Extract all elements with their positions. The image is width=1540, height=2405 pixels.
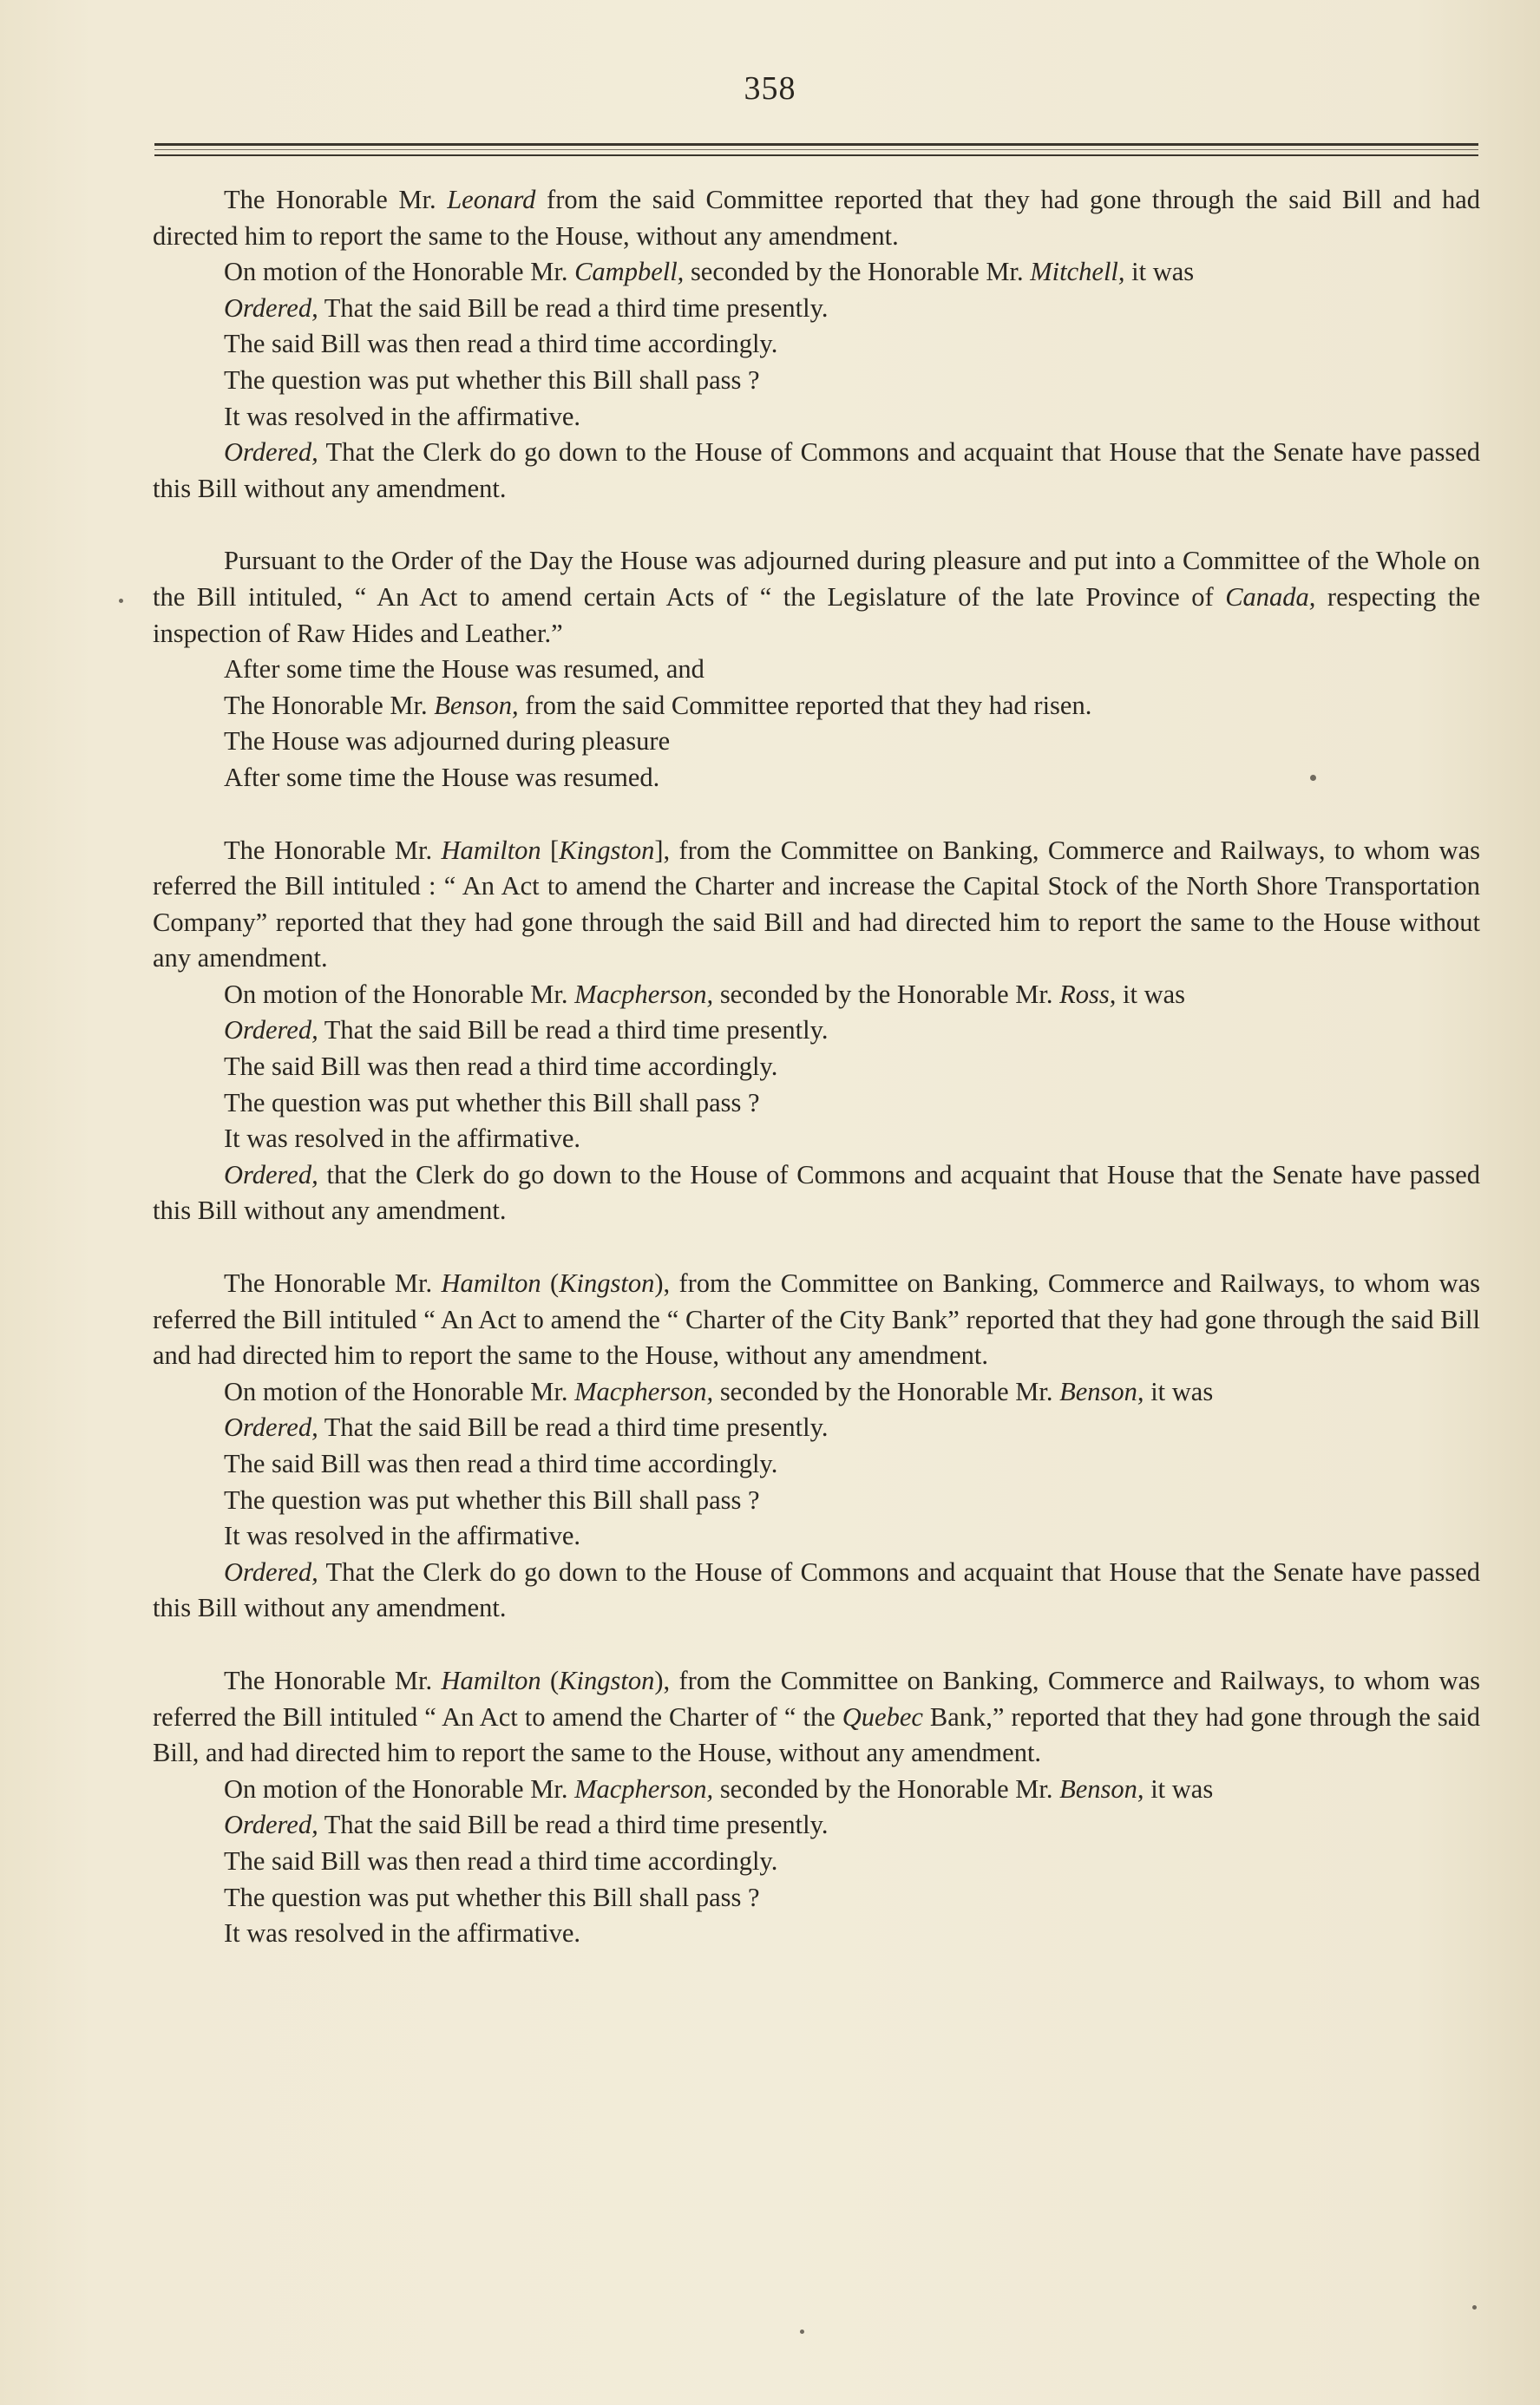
place-name: Canada, <box>1225 581 1316 612</box>
ordered-line: Ordered, That the said Bill be read a third time presently. <box>224 1412 829 1443</box>
mover-name: Macpherson, <box>574 979 714 1009</box>
motion-paragraph: On motion of the Honorable Mr. Campbell, seconded by the Honorable Mr. Mitchell, it was <box>224 257 1195 287</box>
proceeding-line: The said Bill was then read a third time accordingly. <box>224 1052 778 1082</box>
proceeding-line: It was resolved in the affirmative. <box>224 1124 581 1154</box>
proceeding-line: The question was put whether this Bill shall pass ? <box>224 1882 760 1912</box>
proceeding-line: The said Bill was then read a third time accordingly. <box>224 329 778 359</box>
mover-name: Macpherson, <box>574 1773 714 1804</box>
proceeding-line: The question was put whether this Bill shall pass ? <box>224 1087 760 1117</box>
proceeding-line: The question was put whether this Bill shall pass ? <box>224 1484 760 1515</box>
ordered-paragraph: Ordered, that the Clerk do go down to the House of Commons and acquaint that House that the Senate have passed this Bill without any amendment. <box>153 1159 1480 1226</box>
motion-paragraph: On motion of the Honorable Mr. Macpherson, seconded by the Honorable Mr. Benson, it was <box>224 1376 1214 1406</box>
ordered-line: Ordered, That the said Bill be read a third time presently. <box>224 1015 829 1045</box>
header-rule <box>154 143 1478 146</box>
member-name: Benson, <box>434 690 519 720</box>
print-speck <box>119 599 123 603</box>
proceeding-line: The House was adjourned during pleasure <box>224 726 671 757</box>
ordered-paragraph: Ordered, That the Clerk do go down to the House of Commons and acquaint that House that the Senate have passed this Bill without any amendment. <box>153 437 1480 503</box>
proceeding-line: It was resolved in the affirmative. <box>224 1918 581 1949</box>
proceeding-line: The Honorable Mr. Benson, from the said Committee reported that they had risen. <box>224 690 1092 720</box>
constituency-name: Kingston <box>559 1268 655 1299</box>
proceedings-lines <box>153 652 1480 796</box>
page-body <box>153 182 1480 1952</box>
proceeding-line: After some time the House was resumed. <box>224 762 660 792</box>
member-name: Hamilton <box>441 1268 541 1299</box>
ordered-line: Ordered, That the said Bill be read a third time presently. <box>224 292 829 323</box>
header-rule-thin <box>154 149 1478 150</box>
section-report-city-bank <box>153 1266 1480 1627</box>
seconder-name: Mitchell, <box>1030 257 1125 287</box>
constituency-name: Kingston <box>559 1665 655 1695</box>
report-paragraph: The Honorable Mr. Hamilton (Kingston), from the Committee on Banking, Commerce and Railways, to whom was referred the Bill intituled “ An Act to amend the Charter of “ the Quebec Bank,” reported that they had gone through the said Bill, and had directed him to report the same to the House, without any amendment. <box>153 1665 1481 1768</box>
proceeding-line: The said Bill was then read a third time accordingly. <box>224 1845 778 1876</box>
proceeding-line: After some time the House was resumed, and <box>224 654 704 685</box>
motion-paragraph: On motion of the Honorable Mr. Macpherson, seconded by the Honorable Mr. Benson, it was <box>224 1773 1214 1804</box>
ordered-line: Ordered, That the said Bill be read a third time presently. <box>224 1810 829 1840</box>
header-rule-lower <box>154 154 1478 156</box>
section-committee-whole <box>153 543 1480 796</box>
proceeding-line: It was resolved in the affirmative. <box>224 401 581 431</box>
section-report-north-shore <box>153 833 1480 1230</box>
member-name: Hamilton <box>441 1665 541 1695</box>
proceeding-line: The question was put whether this Bill shall pass ? <box>224 364 760 395</box>
member-name: Leonard <box>447 185 536 214</box>
constituency-name: Kingston <box>559 835 655 865</box>
mover-name: Campbell, <box>574 257 685 287</box>
report-paragraph: The Honorable Mr. Hamilton (Kingston), from the Committee on Banking, Commerce and Railways, to whom was referred the Bill intituled “ An Act to amend the “ Charter of the City Bank” reported that they had gone through the said Bill and had directed him to report the same to the House, without any amendment. <box>153 1268 1480 1371</box>
order-of-day-paragraph: Pursuant to the Order of the Day the House was adjourned during pleasure and put into a Committee of the Whole on the Bill intituled, “ An Act to amend certain Acts of “ the Legislature of the late Province of Canada, respecting the inspection of Raw Hides and Leather.” <box>153 546 1480 648</box>
mover-name: Macpherson, <box>574 1376 714 1406</box>
member-name: Hamilton <box>441 835 541 865</box>
section-report-leonard <box>153 182 1480 507</box>
seconder-name: Benson, <box>1059 1773 1144 1804</box>
ordered-paragraph: Ordered, That the Clerk do go down to the House of Commons and acquaint that House that the Senate have passed this Bill without any amendment. <box>153 1556 1480 1623</box>
seconder-name: Ross, <box>1059 979 1117 1009</box>
proceedings-lines <box>153 1410 1480 1554</box>
report-paragraph: The Honorable Mr. Leonard from the said Committee reported that they had gone through the said Bill and had directed him to report the same to the House, without any amendment. <box>153 185 1480 251</box>
print-speck <box>800 2330 804 2334</box>
page-number: 358 <box>744 70 796 107</box>
bank-name: Quebec <box>842 1701 923 1732</box>
proceedings-lines <box>153 1012 1480 1157</box>
motion-paragraph: On motion of the Honorable Mr. Macpherson, seconded by the Honorable Mr. Ross, it was <box>224 979 1186 1009</box>
proceedings-lines <box>153 1807 1480 1951</box>
seconder-name: Benson, <box>1059 1376 1144 1406</box>
proceedings-lines <box>153 291 1480 435</box>
print-speck <box>1310 775 1316 781</box>
section-report-quebec-bank <box>153 1663 1480 1952</box>
proceeding-line: The said Bill was then read a third time accordingly. <box>224 1449 778 1478</box>
report-paragraph: The Honorable Mr. Hamilton [Kingston], from the Committee on Banking, Commerce and Railways, to whom was referred the Bill intituled : “ An Act to amend the Charter and increase the Capital Stock of the North Shore Transportation Company” reported that they had gone through the said Bill and had directed him to report the same to the House without any amendment. <box>153 835 1480 973</box>
proceeding-line: It was resolved in the affirmative. <box>224 1521 581 1551</box>
print-speck <box>1472 2305 1477 2310</box>
